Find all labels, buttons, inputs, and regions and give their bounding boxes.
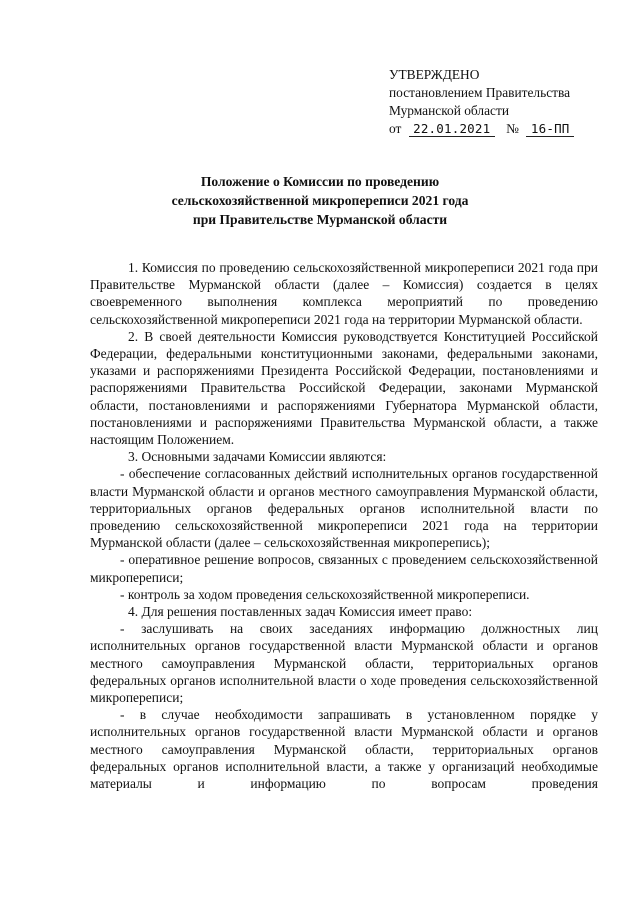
- paragraph-4: 4. Для решения поставленных задач Комиссия имеет право:: [128, 604, 473, 620]
- paragraph-2: 2. В своей деятельности Комиссия руководствуется Конституцией Российской Федерации, федеральными конституционными законами, федеральными законами, указами и распоряжениями Президента Российской Федерации, постановлениями и распоряжениями Правительства Российской Федерации, законами Мурманской области, постановлениями и распоряжениями Губернатора Мурманской области, постановлениями и распоряжениями Правительства Мурманской области, а также настоящим Положением.: [90, 328, 598, 448]
- list-item-4-2: - в случае необходимости запрашивать в установленном порядке у исполнительных органов государственной власти Мурманской области и органов местного самоуправления Мурманской области, территориальных органов федеральных органов исполнительной власти, а также у организаций необходимые материалы и информацию по вопросам проведения: [90, 707, 598, 792]
- document-body: [90, 259, 598, 792]
- list-item-3-3: - контроль за ходом проведения сельскохозяйственной микропереписи.: [120, 586, 530, 602]
- approval-number: 16-ПП: [526, 122, 574, 137]
- approval-line-2: Мурманской области: [389, 103, 509, 118]
- approval-stamp: [389, 66, 574, 138]
- title-line-1: Положение о Комиссии по проведению: [200, 174, 440, 189]
- approval-date-line: [389, 120, 574, 138]
- title-line-3: при Правительстве Мурманской области: [192, 212, 448, 227]
- approval-number-sign: №: [506, 121, 519, 136]
- list-item-3-1: - обеспечение согласованных действий исполнительных органов государственной власти Мурманской области и органов местного самоуправления Мурманской области, территориальных органов федеральных органов исполнительной власти по проведению сельскохозяйственной микропереписи 2021 года на территории Мурманской области (далее – сельскохозяйственная микроперепись);: [90, 466, 598, 551]
- document-title: [0, 172, 640, 229]
- title-line-2: сельскохозяйственной микропереписи 2021 года: [171, 193, 469, 208]
- approval-date: 22.01.2021: [409, 122, 495, 137]
- list-item-3-2: - оперативное решение вопросов, связанных с проведением сельскохозяйственной микропереписи;: [90, 552, 598, 585]
- approval-from-label: от: [389, 121, 402, 136]
- paragraph-1: 1. Комиссия по проведению сельскохозяйственной микропереписи 2021 года при Правительстве Мурманской области (далее – Комиссия) создается в целях своевременного выполнения комплекса мероприятий по проведению сельскохозяйственной микропереписи 2021 года на территории Мурманской области.: [90, 260, 598, 327]
- approval-line-1: постановлением Правительства: [389, 85, 571, 100]
- approval-title: УТВЕРЖДЕНО: [389, 67, 480, 82]
- list-item-4-1: - заслушивать на своих заседаниях информацию должностных лиц исполнительных органов государственной власти Мурманской области и органов местного самоуправления Мурманской области, территориальных органов федеральных органов исполнительной власти о ходе проведения сельскохозяйственной микропереписи;: [90, 621, 598, 706]
- paragraph-3: 3. Основными задачами Комиссии являются:: [128, 449, 387, 465]
